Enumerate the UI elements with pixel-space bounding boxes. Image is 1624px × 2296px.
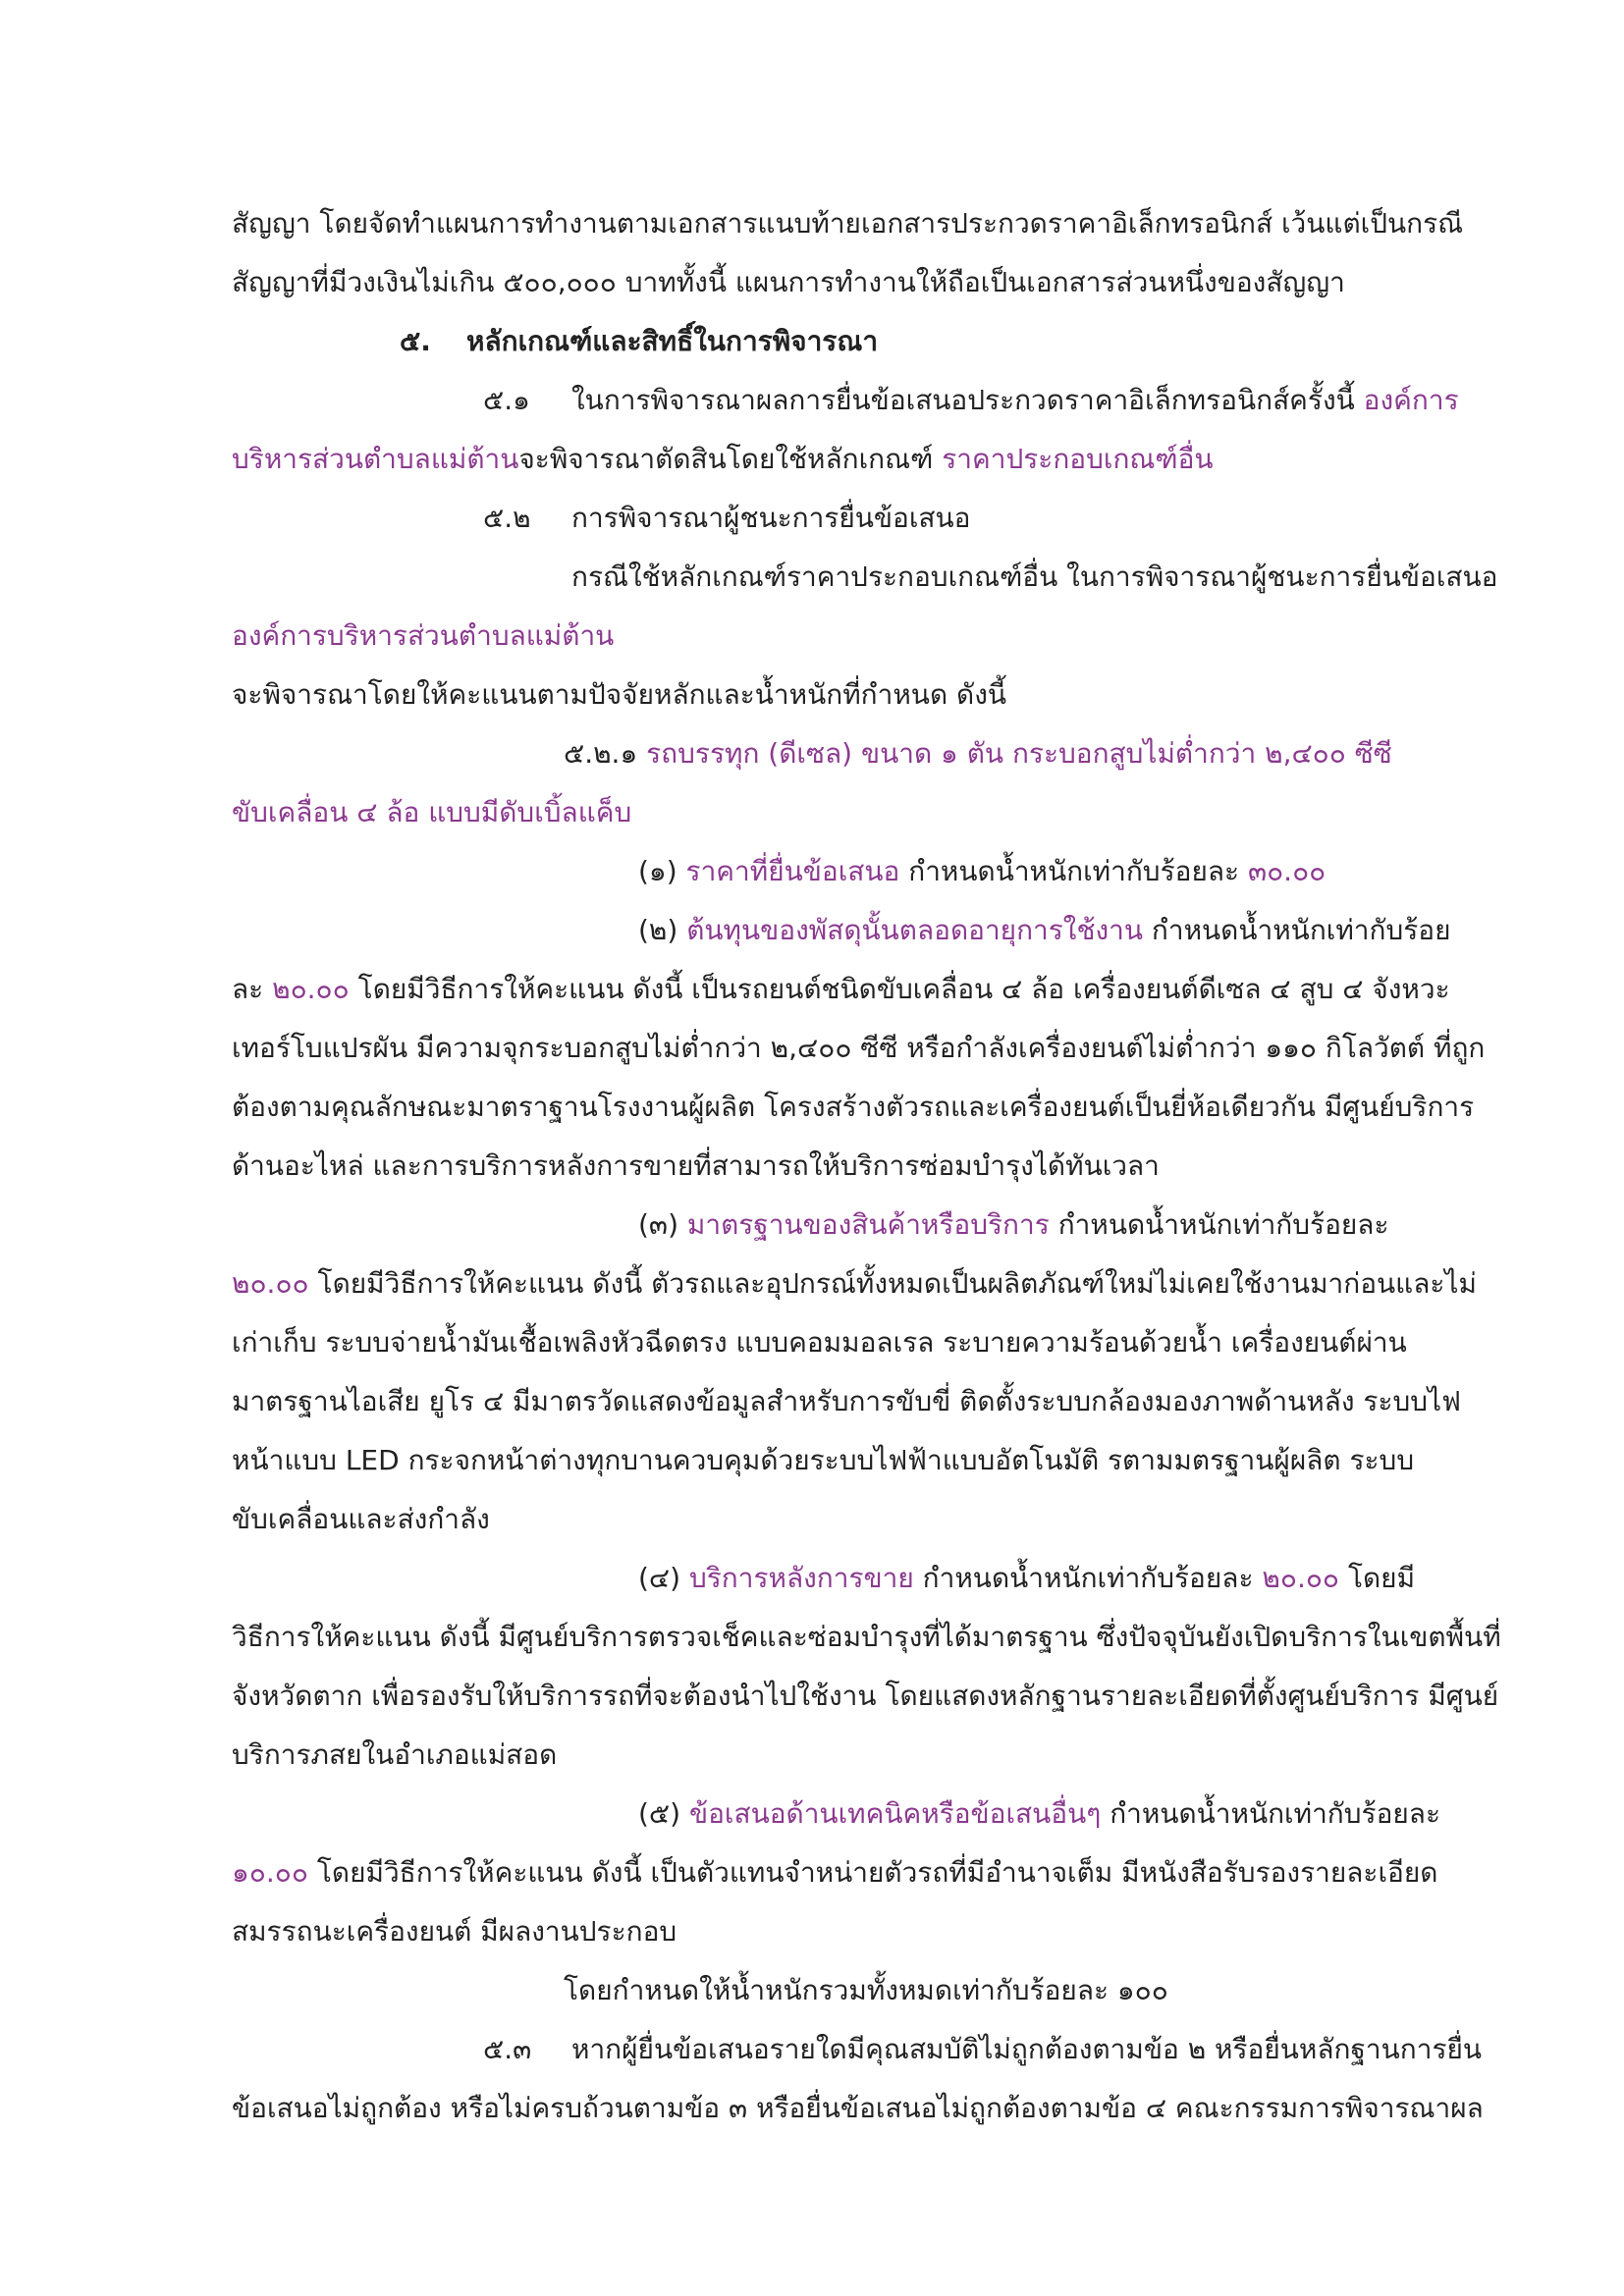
highlight-text: บริหารส่วนตำบลแม่ต้าน: [232, 443, 519, 475]
text: ๕.๑: [483, 384, 530, 416]
item-number: ๕.๒.๑: [564, 737, 638, 770]
paragraph-line: [232, 204, 1463, 243]
paragraph-line: [571, 2030, 1482, 2069]
paragraph-line: [638, 1794, 1440, 1834]
paragraph-line: [232, 1500, 490, 1539]
highlight-text: ๒๐.๐๐: [272, 973, 350, 1005]
paragraph-line: [232, 970, 1450, 1009]
item-number: (๓): [638, 1208, 678, 1241]
text: ๕.๓: [483, 2033, 532, 2065]
text: ขับเคลื่อนและส่งกำลัง: [232, 1503, 490, 1535]
paragraph-line: [232, 1912, 677, 1951]
text: สัญญา โดยจัดทำแผนการทำงานตามเอกสารแนบท้ายเอกสารประกวดราคาอิเล็กทรอนิกส์ เว้นแต่เป็นกรณี: [232, 207, 1464, 240]
paragraph-line: [232, 1441, 1414, 1480]
paragraph-line: [564, 734, 1392, 774]
text: กำหนดน้ำหนักเท่ากับร้อย: [1151, 914, 1451, 946]
highlight-text: รถบรรทุก (ดีเซล) ขนาด ๑ ตัน กระบอกสูบไม่ต่ำกว่า ๒,๔๐๐ ซีซี: [646, 737, 1392, 770]
highlight-text: องค์การบริหารส่วนตำบลแม่ต้าน: [232, 619, 615, 652]
highlight-text: ๒๐.๐๐: [232, 1267, 309, 1300]
highlight-text: ๓๐.๐๐: [1247, 855, 1326, 887]
paragraph-line: [564, 1971, 1168, 2010]
highlight-text: ขับเคลื่อน ๔ ล้อ แบบมีดับเบิ้ลแค็บ: [232, 796, 632, 828]
text: จังหวัดตาก เพื่อรองรับให้บริการรถที่จะต้องนำไปใช้งาน โดยแสดงหลักฐานรายละเอียดที่ตั้งศูนย์บริการ มีศูนย์: [232, 1680, 1499, 1712]
text: หน้าแบบ LED กระจกหน้าต่างทุกบานควบคุมด้วยระบบไฟฟ้าแบบอัตโนมัติ รตามมตรฐานผู้ผลิต ระบบ: [232, 1444, 1415, 1476]
paragraph-line: [232, 263, 1345, 302]
text: ในการพิจารณาผลการยื่นข้อเสนอประกวดราคาอิเล็กทรอนิกส์ครั้งนี้: [571, 384, 1355, 416]
item-number: (๕): [638, 1797, 681, 1830]
paragraph-line: [232, 1088, 1474, 1127]
paragraph-line: [232, 1382, 1461, 1421]
item-number: (๒): [638, 914, 678, 946]
text: โดยมี: [1347, 1562, 1416, 1594]
text: หากผู้ยื่นข้อเสนอรายใดมีคุณสมบัติไม่ถูกต้องตามข้อ ๒ หรือยื่นหลักฐานการยื่น: [571, 2033, 1483, 2065]
paragraph-line: [571, 499, 970, 538]
text: โดยกำหนดให้น้ำหนักรวมทั้งหมดเท่ากับร้อยละ ๑๐๐: [564, 1974, 1168, 2006]
highlight-text: ๑๐.๐๐: [232, 1856, 308, 1889]
text: ละ: [232, 973, 264, 1005]
text: การพิจารณาผู้ชนะการยื่นข้อเสนอ: [571, 502, 971, 534]
text: โดยมีวิธีการให้คะแนน ดังนี้ เป็นตัวแทนจำหน่ายตัวรถที่มีอำนาจเต็ม มีหนังสือรับรองรายละเอียด: [316, 1856, 1438, 1889]
highlight-text: องค์การ: [1363, 384, 1459, 416]
paragraph-line: [232, 675, 1006, 715]
subsection-number: [483, 499, 531, 538]
text: โดยมีวิธีการให้คะแนน ดังนี้ เป็นรถยนต์ชนิดขับเคลื่อน ๔ ล้อ เครื่องยนต์ดีเซล ๔ สูบ ๔ จังหวะ: [357, 973, 1450, 1005]
highlight-text: ต้นทุนของพัสดุนั้นตลอดอายุการใช้งาน: [686, 914, 1143, 946]
text: จะพิจารณาตัดสินโดยใช้หลักเกณฑ์: [518, 443, 934, 475]
text: บริการภสยในอำเภอแม่สอด: [232, 1738, 558, 1771]
highlight-text: ๒๐.๐๐: [1262, 1562, 1340, 1594]
highlight-text: ข้อเสนอด้านเทคนิคหรือข้อเสนอื่นๆ: [688, 1797, 1102, 1830]
paragraph-line: [232, 1029, 1485, 1068]
paragraph-line: [232, 2089, 1484, 2128]
paragraph-line: [232, 1618, 1501, 1657]
paragraph-line: [232, 440, 1214, 479]
paragraph-line: [571, 558, 1497, 597]
text: ด้านอะไหล่ และการบริการหลังการขายที่สามารถให้บริการซ่อมบำรุงได้ทันเวลา: [232, 1149, 1160, 1182]
text: จะพิจารณาโดยให้คะแนนตามปัจจัยหลักและน้ำหนักที่กำหนด ดังนี้: [232, 678, 1007, 711]
section-heading-title: [466, 322, 878, 361]
paragraph-line: [232, 1735, 557, 1775]
subsection-number: [483, 381, 530, 420]
highlight-text: บริการหลังการขาย: [688, 1562, 914, 1594]
text: กำหนดน้ำหนักเท่ากับร้อยละ: [1110, 1797, 1440, 1830]
paragraph-line: [232, 793, 631, 832]
item-number: (๔): [638, 1562, 681, 1594]
text: ๕.๒: [483, 502, 531, 534]
paragraph-line: [638, 852, 1326, 891]
text: เทอร์โบแปรผัน มีความจุกระบอกสูบไม่ต่ำกว่า ๒,๔๐๐ ซีซี หรือกำลังเครื่องยนต์ไม่ต่ำกว่า ๑๑๐ กิโลวัตต์ ที่ถูก: [232, 1032, 1486, 1064]
paragraph-line: [571, 381, 1459, 420]
paragraph-line: [638, 1559, 1415, 1598]
paragraph-line: [232, 1323, 1407, 1362]
text: เก่าเก็บ ระบบจ่ายน้ำมันเชื้อเพลิงหัวฉีดตรง แบบคอมมอลเรล ระบายความร้อนด้วยน้ำ เครื่องยนต์ผ่าน: [232, 1326, 1407, 1359]
section-heading: [400, 322, 431, 361]
text: โดยมีวิธีการให้คะแนน ดังนี้ ตัวรถและอุปกรณ์ทั้งหมดเป็นผลิตภัณฑ์ใหม่ไม่เคยใช้งานมาก่อนและไม่: [317, 1267, 1477, 1300]
text: ข้อเสนอไม่ถูกต้อง หรือไม่ครบถ้วนตามข้อ ๓ หรือยื่นข้อเสนอไม่ถูกต้องตามข้อ ๔ คณะกรรมการพิจารณาผล: [232, 2092, 1484, 2124]
text: กรณีใช้หลักเกณฑ์ราคาประกอบเกณฑ์อื่น ในการพิจารณาผู้ชนะการยื่นข้อเสนอ: [571, 561, 1498, 593]
text: กำหนดน้ำหนักเท่ากับร้อยละ: [922, 1562, 1254, 1594]
paragraph-line: [232, 616, 614, 656]
paragraph-line: [232, 1147, 1160, 1186]
highlight-text: ราคาที่ยื่นข้อเสนอ: [685, 855, 900, 887]
text: กำหนดน้ำหนักเท่ากับร้อยละ: [1057, 1208, 1389, 1241]
section-number: ๕.: [400, 325, 431, 357]
highlight-text: มาตรฐานของสินค้าหรือบริการ: [686, 1208, 1050, 1241]
text: วิธีการให้คะแนน ดังนี้ มีศูนย์บริการตรวจเช็คและซ่อมบำรุงที่ได้มาตรฐาน ซึ่งปัจจุบันยังเปิดบริการในเขตพื้นที่: [232, 1621, 1501, 1653]
paragraph-line: [232, 1264, 1477, 1304]
text: มาตรฐานไอเสีย ยูโร ๔ มีมาตรวัดแสดงข้อมูลสำหรับการขับขี่ ติดตั้งระบบกล้องมองภาพด้านหลัง ระบบไฟ: [232, 1385, 1461, 1417]
text: กำหนดน้ำหนักเท่ากับร้อยละ: [908, 855, 1240, 887]
text: สมรรถนะเครื่องยนต์ มีผลงานประกอบ: [232, 1915, 677, 1948]
highlight-text: ราคาประกอบเกณฑ์อื่น: [942, 443, 1214, 475]
paragraph-line: [638, 1205, 1389, 1245]
item-number: (๑): [638, 855, 677, 887]
paragraph-line: [232, 1853, 1437, 1893]
text: ต้องตามคุณลักษณะมาตราฐานโรงงานผู้ผลิต โครงสร้างตัวรถและเครื่องยนต์เป็นยี่ห้อเดียวกัน มีศูนย์บริการ: [232, 1091, 1475, 1123]
subsection-number: [483, 2030, 531, 2069]
paragraph-line: [232, 1677, 1498, 1716]
text: สัญญาที่มีวงเงินไม่เกิน ๕๐๐,๐๐๐ บาททั้งนี้ แผนการทำงานให้ถือเป็นเอกสารส่วนหนึ่งของสัญญา: [232, 266, 1345, 298]
paragraph-line: [638, 911, 1451, 950]
section-title: หลักเกณฑ์และสิทธิ์ในการพิจารณา: [466, 325, 879, 357]
